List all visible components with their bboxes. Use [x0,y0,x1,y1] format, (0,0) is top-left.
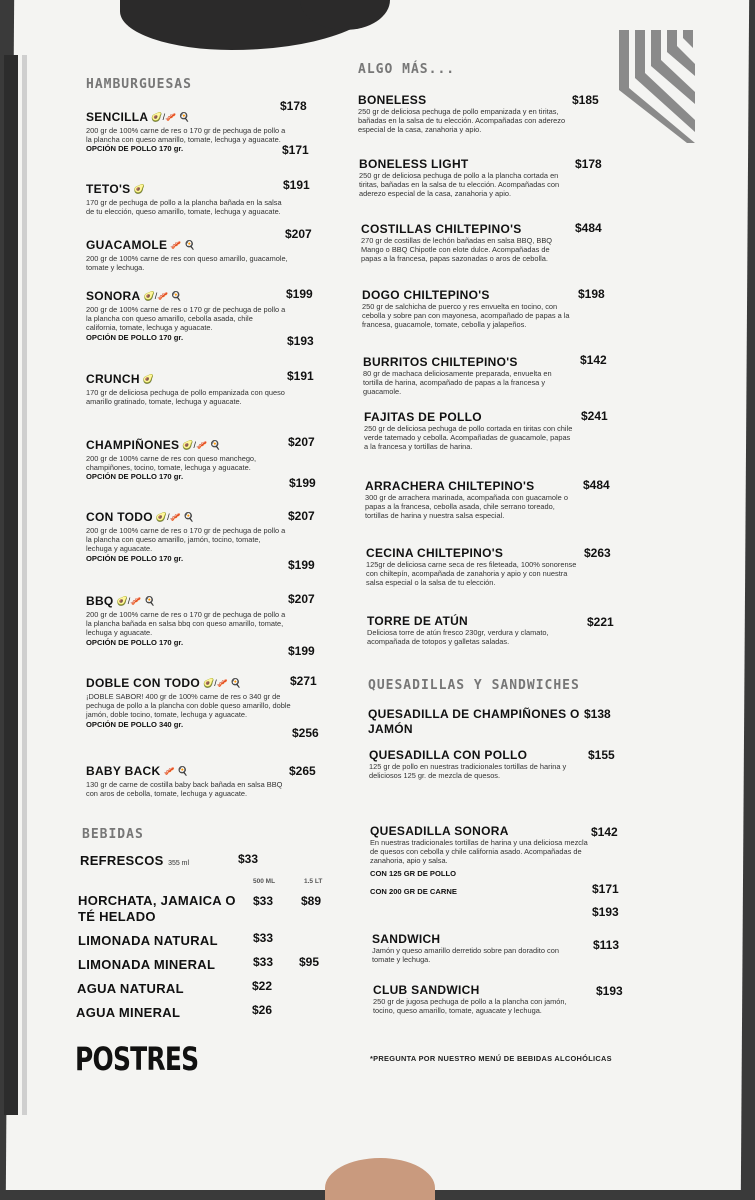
item-option-price: $171 [282,143,309,157]
drink-price: $22 [252,979,273,993]
item-name: SONORA [86,289,141,303]
section-title-hamburguesas: HAMBURGUESAS [86,77,192,92]
item-icons: 🥓 🍳 [170,240,196,250]
item-description: 270 gr de costillas de lechón bañadas en salsa BBQ, BBQ Mango o BBQ Chipotle con elote dulce. Acompañadas de papas a la francesa, papas sazonadas o aros de cebolla. [361,236,553,264]
menu-item-doble-con-todo [86,674,291,729]
item-name: BABY BACK [86,764,161,778]
item-description: 80 gr de machaca deliciosamente preparada, envuelta en tortilla de harina, acompañado de papas a la francesa y guacamole. [363,369,552,397]
item-price: $193 [596,984,623,998]
menu-item-dogo [362,288,577,330]
menu-item-boneless [358,93,568,135]
menu-item-sonora [86,287,286,342]
item-description: 130 gr de carne de costilla baby back bañada en salsa BBQ con aros de cebolla, tomate, lechuga y aguacate. [86,780,283,799]
size-label-1l: 1.5 LT [304,878,323,885]
drink-horchata [78,893,248,925]
section-title-bebidas: BEBIDAS [82,827,144,842]
item-description: 200 gr de 100% carne de res con queso manchego, champiñones, tocino, tomate, lechuga y aguacate. [86,454,257,473]
item-name: TETO'S [86,182,131,196]
item-icons: 🥑 [142,374,155,384]
item-option: OPCIÓN DE POLLO 170 gr. [86,472,184,482]
item-description: Jamón y queso amarillo derretido sobre pan doradito con tomate y lechuga. [372,946,559,965]
menu-item-sencilla [86,108,286,153]
item-price: $142 [591,825,618,839]
item-description: Deliciosa torre de atún fresco 230gr, verdura y clamato, acompañada de totopos y galletas saladas. [367,628,549,647]
drink-refrescos [80,852,189,870]
item-option-price: $171 [592,882,619,896]
menu-item-baby-back [86,762,286,798]
drink-name: HORCHATA, JAMAICA O TÉ HELADO [78,893,236,924]
brand-logo-icon [617,28,697,143]
drink-agua-mineral [76,1004,180,1022]
item-price: $198 [578,287,605,301]
item-description: 250 gr de salchicha de puerco y res envuelta en tocino, con cebolla y sobre pan con mayonesa, acompañado de papas a la francesa, guacamole, tomate, cebolla y jalapeños. [362,302,570,330]
item-description: 200 gr de 100% carne de res o 170 gr de pechuga de pollo a la plancha con queso amarillo, cebolla asada, chile california, tomate, lechuga y aguacate. [86,305,286,333]
item-name: BONELESS [358,93,427,107]
item-price: $185 [572,93,599,107]
item-description: 300 gr de arrachera marinada, acompañada con guacamole o papas a la francesa, cebolla asada, chile serrano toreado, tortillas de harina y nuestra salsa especial. [365,493,568,521]
item-description: 170 gr de pechuga de pollo a la plancha bañada en la salsa de tu elección, queso amarillo, tomate, lechuga y aguacate. [86,198,282,217]
item-price: $191 [283,178,310,192]
item-option: OPCIÓN DE POLLO 170 gr. [86,332,184,342]
item-price: $178 [575,157,602,171]
menu-item-crunch [86,370,286,406]
item-name: GUACAMOLE [86,238,168,252]
item-description: 200 gr de 100% carne de res con queso amarillo, guacamole, tomate y lechuga. [86,254,288,273]
item-name: BBQ [86,594,114,608]
menu-item-guacamole [86,236,291,272]
menu-item-costillas [361,222,571,264]
menu-item-champinones [86,436,291,481]
drink-name: REFRESCOS [80,853,164,868]
item-name: BONELESS LIGHT [359,157,469,171]
item-option: OPCIÓN DE POLLO 340 gr. [86,719,184,729]
item-price: $207 [285,227,312,241]
drink-size: 355 ml [168,860,190,867]
drink-price-1l: $89 [301,894,322,908]
section-title-quesadillas: QUESADILLAS Y SANDWICHES [368,678,580,693]
item-description: En nuestras tradicionales tortillas de harina y una deliciosa mezcla de quesos con cebolla y chile california asado. Acompañadas de zanahoria, apio y salsa. [370,838,588,866]
menu-item-sandwich [372,932,582,964]
menu-item-quesadilla-sonora [370,824,590,896]
left-border-bar [4,55,18,1115]
menu-item-quesadilla-champinones [368,707,583,737]
item-description: 250 gr de deliciosa pechuga de pollo a la plancha cortada en tiritas, bañadas en la salsa de tu elección. Acompañadas con aderezo especial de la casa, zanahoria y apio. [359,171,560,199]
item-option: OPCIÓN DE POLLO 170 gr. [86,553,184,563]
item-price: $484 [575,221,602,235]
item-name: SANDWICH [372,932,441,946]
item-price: $263 [584,546,611,560]
drink-price-1l: $95 [299,955,320,969]
item-description: 125gr de deliciosa carne seca de res fileteada, 100% sonorense con chiltepín, acompañada de zanahoria y apio y con nuestra salsa especial o la salsa de tu elección. [366,560,577,588]
menu-item-con-todo [86,508,286,563]
item-price: $113 [593,938,620,952]
item-price: $265 [289,764,316,778]
item-description: 250 gr de deliciosa pechuga de pollo empanizada y en tiritas, bañadas en la salsa de tu elección. Acompañadas con aderezo especial de la casa, zanahoria y apio. [358,107,566,135]
item-price: $241 [581,409,608,423]
item-price: $221 [587,615,614,629]
menu-item-fajitas [364,410,574,452]
menu-item-bbq [86,592,286,647]
drink-name: LIMONADA MINERAL [78,957,216,972]
item-icons: 🥑/🥓 🍳 [143,291,183,301]
drink-name: AGUA NATURAL [77,981,184,996]
item-price: $484 [583,478,610,492]
drink-price: $33 [238,852,259,866]
menu-item-cecina [366,546,586,588]
menu-item-quesadilla-pollo [369,748,584,780]
item-name: CECINA CHILTEPINO'S [366,546,504,560]
item-option-price: $199 [289,476,316,490]
drink-name: AGUA MINERAL [76,1005,181,1020]
drink-limonada-natural [78,932,218,950]
section-title-postres: POSTRES [75,1040,199,1078]
item-name: QUESADILLA CON POLLO [369,748,528,762]
item-price: $191 [287,369,314,383]
drink-price: $33 [253,931,274,945]
item-name: CHAMPIÑONES [86,438,180,452]
item-price: $142 [580,353,607,367]
menu-item-burritos [363,355,573,397]
left-border-stripe [22,55,27,1115]
drink-name: LIMONADA NATURAL [78,933,218,948]
item-description: 200 gr de 100% carne de res o 170 gr de pechuga de pollo a la plancha con queso amarillo, jamón, tocino, tomate, lechuga y aguacate. [86,526,286,554]
item-price: $207 [288,435,315,449]
menu-item-club-sandwich [373,983,588,1015]
item-option-price: $199 [288,644,315,658]
item-description: 125 gr de pollo en nuestras tradicionales tortillas de harina y deliciosos 125 gr. de mezcla de quesos. [369,762,567,781]
item-price: $138 [584,707,611,721]
menu-item-arrachera [365,479,580,521]
drink-price: $26 [252,1003,273,1017]
item-name: CRUNCH [86,372,140,386]
item-name: TORRE DE ATÚN [367,614,469,628]
drink-price-500: $33 [253,894,274,908]
menu-item-tetos [86,180,286,216]
item-name: QUESADILLA SONORA [370,824,509,838]
item-price: $271 [290,674,317,688]
item-name: FAJITAS DE POLLO [364,410,482,424]
item-option-price: $193 [287,334,314,348]
item-icons: 🥓 🍳 [163,766,189,776]
item-price: $199 [286,287,313,301]
drink-limonada-mineral [78,956,215,974]
item-option-price: $199 [288,558,315,572]
drink-price-500: $33 [253,955,274,969]
item-price: $207 [288,509,315,523]
item-name: COSTILLAS CHILTEPINO'S [361,222,522,236]
item-icons: 🥑/🥓 🍳 [151,112,191,122]
drink-agua-natural [77,980,184,998]
item-description: 200 gr de 100% carne de res o 170 gr de pechuga de pollo a la plancha bañada en salsa bbq con queso amarillo, tomate, lechuga y aguacate. [86,610,286,638]
item-icons: 🥑/🥓 🍳 [182,440,221,450]
item-name: ARRACHERA CHILTEPINO'S [365,479,535,493]
item-price: $178 [280,99,307,113]
menu-item-torre-atun [367,614,577,646]
item-price: $155 [588,748,615,762]
item-option: CON 125 GR DE POLLO [370,868,457,878]
item-icons: 🥑/🥓 🍳 [116,596,156,606]
item-option-price: $256 [292,726,319,740]
item-description: 170 gr de deliciosa pechuga de pollo empanizada con queso amarillo gratinado, tomate, lechuga y aguacate. [86,388,285,407]
item-option: CON 200 GR DE CARNE [370,886,457,896]
item-description: 250 gr de deliciosa pechuga de pollo cortada en tiritas con chile verde tatemado y cebolla. Acompañadas de guacamole, papas a la francesa y tortillas de harina. [364,424,573,452]
item-option: OPCIÓN DE POLLO 170 gr. [86,637,184,647]
item-price: $207 [288,592,315,606]
item-description: 250 gr de jugosa pechuga de pollo a la plancha con jamón, tocino, queso amarillo, tomate, aguacate y lechuga. [373,997,567,1016]
item-option-price: $193 [592,905,619,919]
item-name: SENCILLA [86,110,149,124]
item-name: BURRITOS CHILTEPINO'S [363,355,518,369]
alcohol-menu-note: *PREGUNTA POR NUESTRO MENÚ DE BEBIDAS ALCOHÓLICAS [370,1054,612,1063]
item-icons: 🥑 [133,184,145,194]
item-name: CON TODO [86,510,153,524]
size-label-500: 500 ML [253,878,276,885]
item-description: 200 gr de 100% carne de res o 170 gr de pechuga de pollo a la plancha con queso amarillo, tomate, lechuga y aguacate. [86,126,286,145]
item-name: DOGO CHILTEPINO'S [362,288,490,302]
item-name: QUESADILLA DE CHAMPIÑONES O JAMÓN [368,707,580,736]
item-option: OPCIÓN DE POLLO 170 gr. [86,144,184,154]
item-icons: 🥑/🥓 🍳 [202,678,242,688]
item-name: CLUB SANDWICH [373,983,480,997]
item-icons: 🥑/🥓 🍳 [155,512,195,522]
section-title-algo-mas: ALGO MÁS... [358,62,456,77]
menu-item-boneless-light [359,157,569,199]
item-description: ¡DOBLE SABOR! 400 gr de 100% carne de res o 340 gr de pechuga de pollo a la plancha con doble queso amarillo, doble jamón, doble tocino, tomate, lechuga y aguacate. [86,692,291,720]
item-name: DOBLE CON TODO [86,676,200,690]
